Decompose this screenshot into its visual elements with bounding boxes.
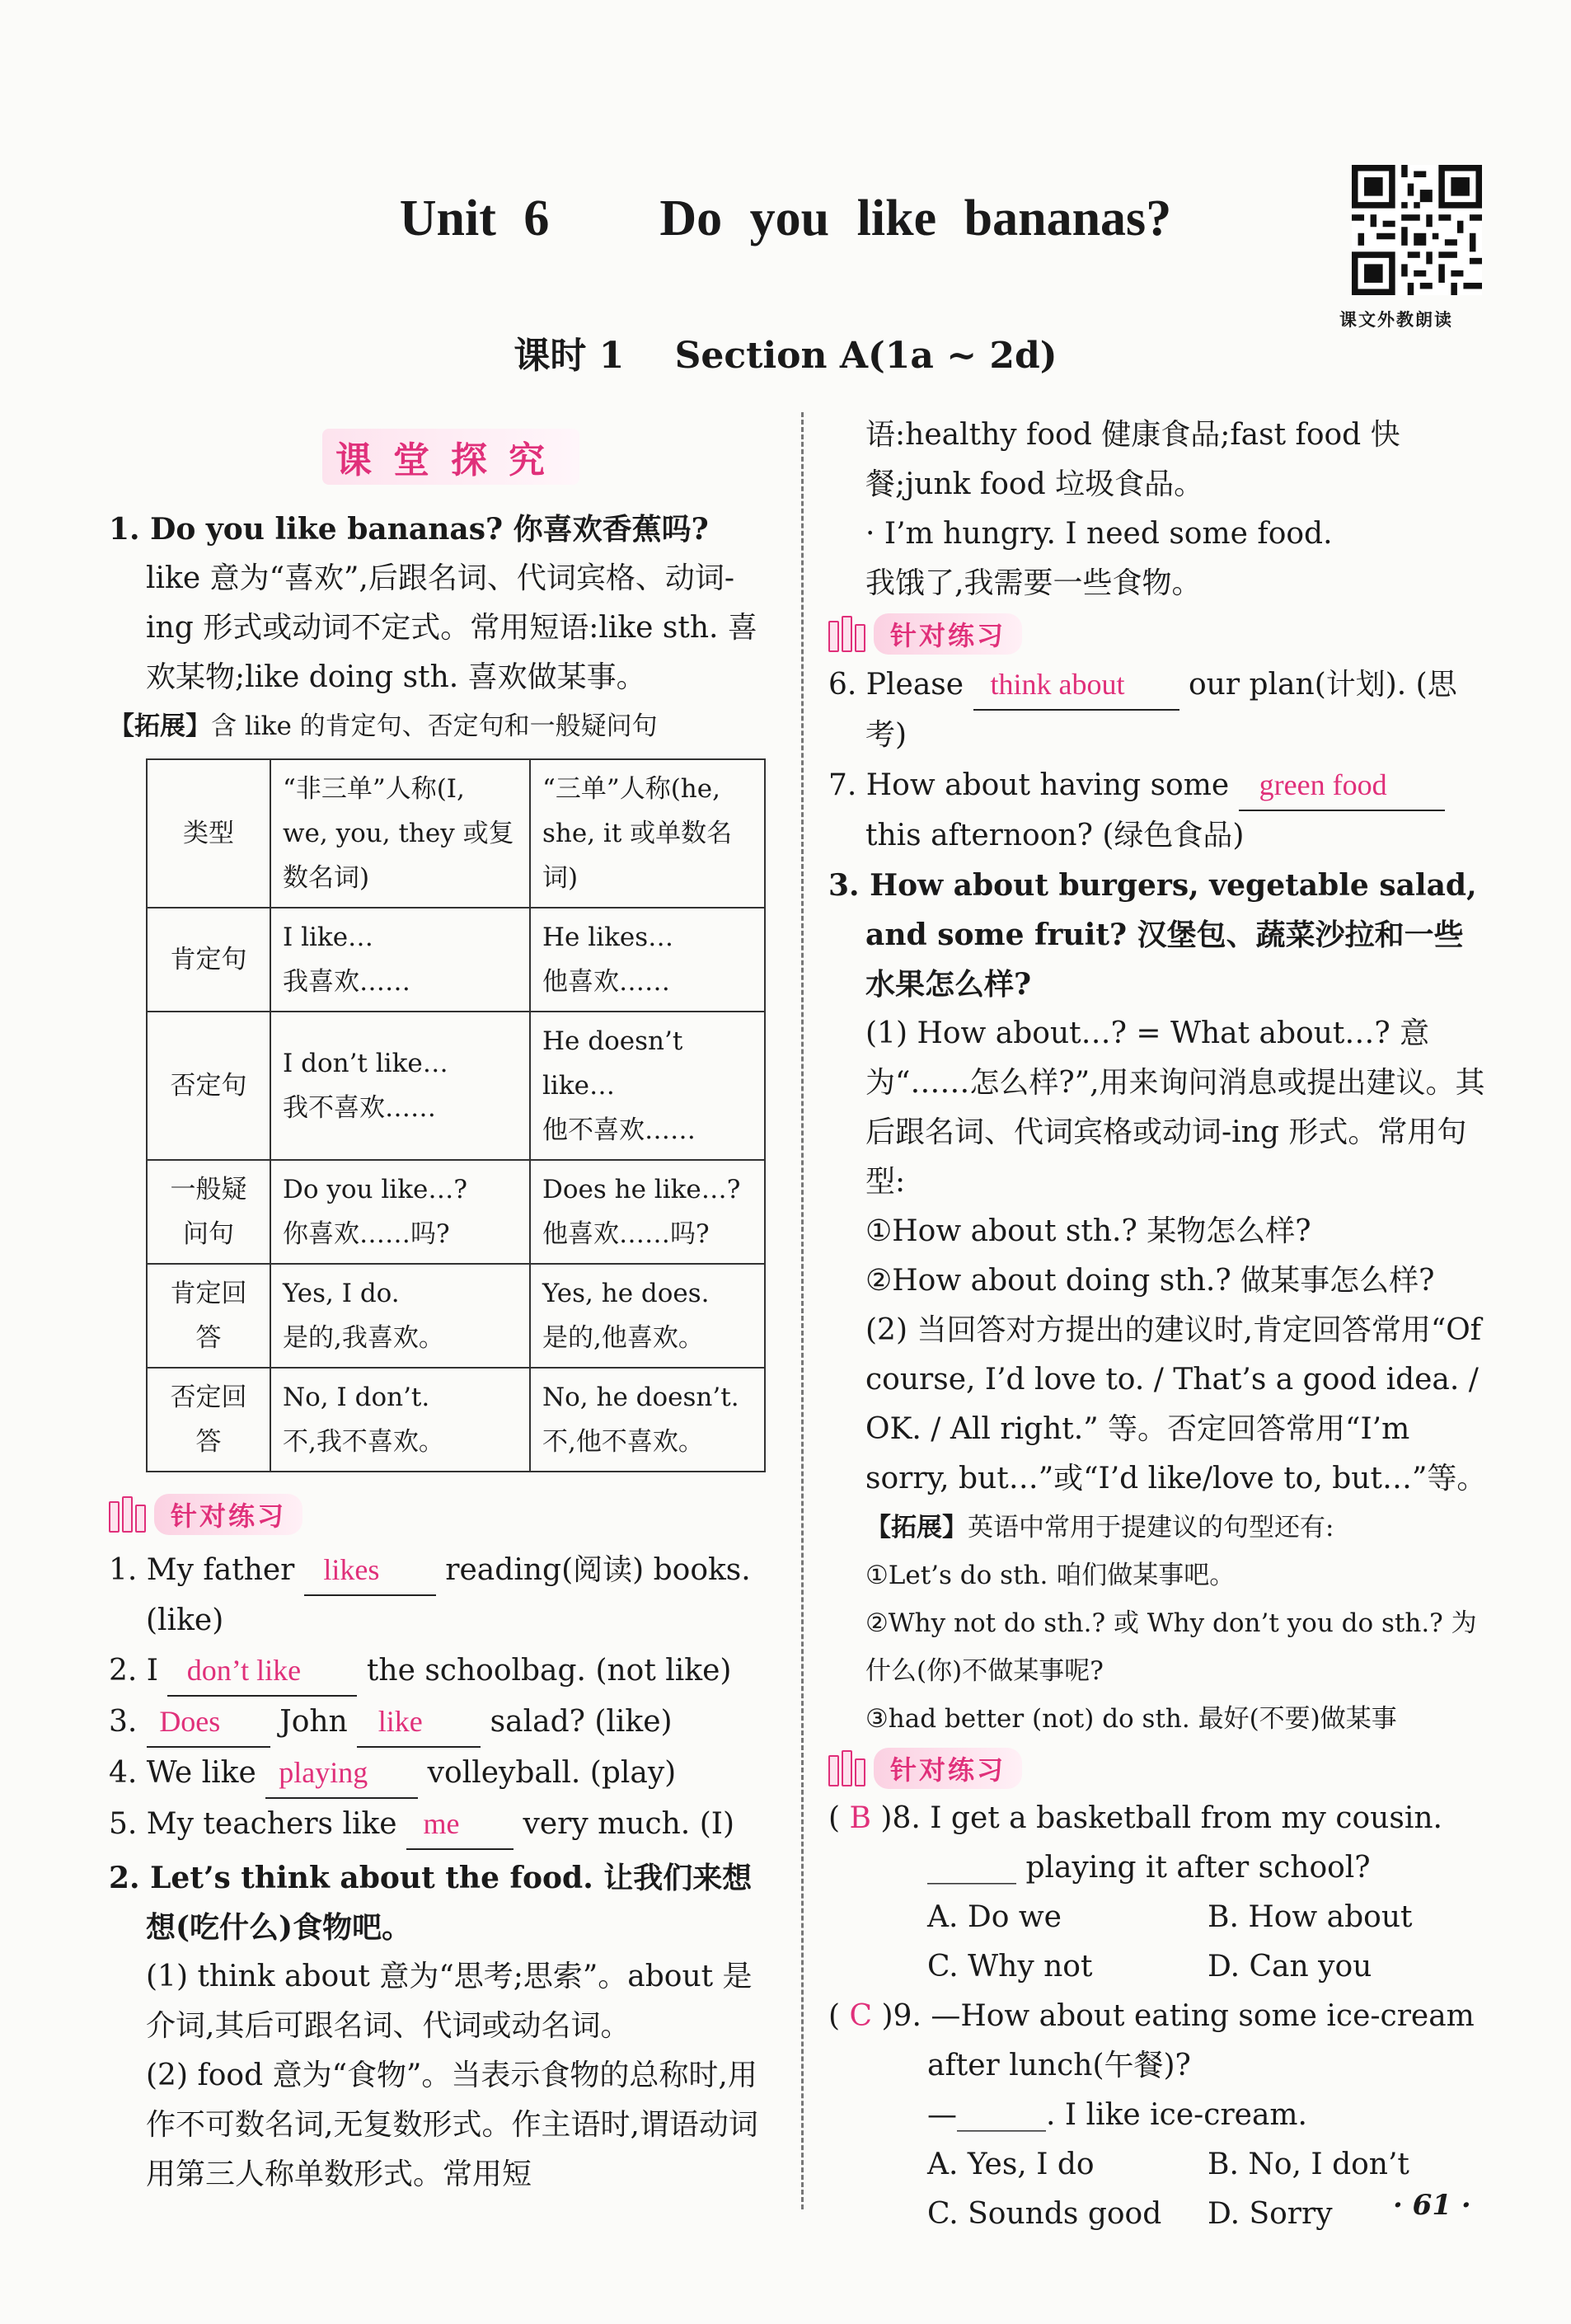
point-3-a: (1) How about…? = What about…? 意为“……怎么样?”,用来询问消息或提出建议。其后跟名词、代词宾格或动词-ing 形式。常用句型: xyxy=(865,1016,1485,1199)
table-row xyxy=(147,908,765,1012)
table-cell-type: 肯定句 xyxy=(147,908,270,1012)
table-cell-type: 否定句 xyxy=(147,1012,270,1160)
option-c[interactable]: C. Why not xyxy=(927,1950,1093,1984)
table-cell: Yes, he does. xyxy=(542,1279,710,1308)
exercise-text: the schoolbag. (not like) xyxy=(366,1654,732,1688)
extension-item: ②Why not do sth.? 或 Why don’t you do sth.? 为什么(你)不做某事呢? xyxy=(865,1608,1477,1686)
table-cell: No, he doesn’t. xyxy=(542,1383,739,1412)
option-d[interactable]: D. Can you xyxy=(1208,1950,1372,1984)
table-cell: He doesn’t like… xyxy=(542,1026,683,1101)
column-divider xyxy=(801,412,804,2209)
table-row xyxy=(147,1264,765,1368)
books-icon xyxy=(828,616,865,652)
option-c[interactable]: C. Sounds good xyxy=(927,2197,1162,2231)
exercise-4 xyxy=(109,1748,768,1799)
point-2-heading: 2. Let’s think about the food. 让我们来想想(吃什么)食物吧。 xyxy=(109,1861,753,1945)
practice-header xyxy=(109,1494,768,1535)
exercise-6 xyxy=(828,660,1488,760)
example-en: · I’m hungry. I need some food. xyxy=(865,517,1333,551)
table-cell: 他喜欢……吗? xyxy=(542,1219,710,1249)
exercise-text: our plan(计划). (思考) xyxy=(865,668,1457,752)
extension-note xyxy=(828,1504,1488,1552)
exercise-1 xyxy=(109,1545,768,1646)
extension-item: ③had better (not) do sth. 最好(不要)做某事 xyxy=(865,1704,1397,1734)
practice-label: 针对练习 xyxy=(874,613,1022,655)
point-1-body: like 意为“喜欢”,后跟名词、代词宾格、动词-ing 形式或动词不定式。常用短语:like sth. 喜欢某物;like doing sth. 喜欢做某事。 xyxy=(146,561,757,694)
right-column xyxy=(828,411,1488,2239)
table-header-cell: “三单”人称(he, she, it 或单数名词) xyxy=(530,759,765,908)
table-row xyxy=(147,1368,765,1472)
table-cell: 不,我不喜欢。 xyxy=(283,1427,444,1457)
unit-title: Unit 6 Do you like bananas? xyxy=(399,190,1172,246)
table-cell: 我喜欢…… xyxy=(283,967,410,997)
extension-text: 含 like 的肯定句、否定句和一般疑问句 xyxy=(211,711,658,741)
answer-blank[interactable]: playing xyxy=(265,1748,418,1799)
option-d[interactable]: D. Sorry xyxy=(1208,2197,1333,2231)
practice-label: 针对练习 xyxy=(154,1494,302,1535)
point-3-a1: ①How about sth.? 某物怎么样? xyxy=(865,1214,1311,1248)
exercise-text: 1. My father xyxy=(109,1553,295,1587)
options-row xyxy=(828,2190,1488,2239)
exercise-text: reading(阅读) books. (like) xyxy=(146,1553,751,1637)
answer-blank[interactable]: don’t like xyxy=(167,1646,357,1697)
point-2-b: (2) food 意为“食物”。当表示食物的总称时,用作不可数名词,无复数形式。作主语时,谓语动词用第三人称单数形式。常用短 xyxy=(146,2059,758,2191)
exercise-text: 6. Please xyxy=(828,668,964,702)
option-b[interactable]: B. No, I don’t xyxy=(1208,2148,1409,2181)
question-9: ( C )9. —How about eating some ice-cream after lunch(午餐)? xyxy=(828,1999,1475,2082)
exercise-text: this afternoon? (绿色食品) xyxy=(865,819,1245,852)
question-stem: )8. I get a basketball from my cousin. ______ playing it after school? xyxy=(880,1801,1442,1885)
exercise-7 xyxy=(828,760,1488,861)
point-3-heading: 3. How about burgers, vegetable salad, and some fruit? 汉堡包、蔬菜沙拉和一些水果怎么样? xyxy=(828,868,1477,1002)
example-zh: 我饿了,我需要一些食物。 xyxy=(865,566,1202,600)
exercise-text: volleyball. (play) xyxy=(427,1756,677,1790)
table-cell: No, I don’t. xyxy=(283,1383,430,1412)
table-cell: 他不喜欢…… xyxy=(542,1115,696,1145)
exercise-5 xyxy=(109,1799,768,1850)
table-cell: 是的,我喜欢。 xyxy=(283,1323,444,1353)
lesson-subtitle: 课时 1 Section A(1a ~ 2d) xyxy=(514,335,1057,377)
extension-text: 英语中常用于提建议的句型还有: xyxy=(968,1513,1334,1542)
table-header-cell: “非三单”人称(I, we, you, they 或复数名词) xyxy=(270,759,530,908)
page-number: · 61 · xyxy=(1393,2189,1471,2222)
table-cell: 他喜欢…… xyxy=(542,967,670,997)
extension-label: 【拓展】 xyxy=(865,1513,968,1542)
options-row xyxy=(828,2140,1488,2190)
answer-blank[interactable]: like xyxy=(357,1697,481,1748)
question-9-line2: —______. I like ice-cream. xyxy=(927,2098,1308,2132)
question-8: ( B )8. I get a basketball from my cousin. ______ playing it after school? xyxy=(828,1801,1442,1885)
point-2-a: (1) think about 意为“思考;思索”。about 是介词,其后可跟名词、代词或动名词。 xyxy=(146,1960,753,2043)
practice-header xyxy=(828,1748,1488,1789)
extension-item: ①Let’s do sth. 咱们做某事吧。 xyxy=(865,1561,1236,1590)
option-a[interactable]: A. Do we xyxy=(927,1900,1062,1934)
answer-blank[interactable]: think about xyxy=(973,660,1179,711)
table-cell: 是的,他喜欢。 xyxy=(542,1323,704,1353)
exercise-text: salad? (like) xyxy=(490,1705,673,1739)
table-cell: He likes… xyxy=(542,923,674,952)
option-b[interactable]: B. How about xyxy=(1208,1900,1413,1934)
practice-label: 针对练习 xyxy=(874,1748,1022,1789)
exercise-3 xyxy=(109,1697,768,1748)
qr-code[interactable] xyxy=(1352,165,1482,295)
books-icon xyxy=(828,1750,865,1786)
section-banner: 课堂探究 xyxy=(322,429,579,485)
point-3-a2: ②How about doing sth.? 做某事怎么样? xyxy=(865,1264,1435,1298)
table-cell: Does he like…? xyxy=(542,1175,741,1204)
option-a[interactable]: A. Yes, I do xyxy=(927,2148,1095,2181)
table-header-cell: 类型 xyxy=(147,759,270,908)
extension-note xyxy=(109,702,768,750)
books-icon xyxy=(109,1496,146,1533)
practice-header xyxy=(828,613,1488,655)
answer-choice[interactable]: B xyxy=(849,1801,871,1835)
grammar-table xyxy=(146,758,766,1472)
table-cell-type: 一般疑问句 xyxy=(147,1160,270,1264)
table-header-row xyxy=(147,759,765,908)
question-stem: )9. —How about eating some ice-cream after lunch(午餐)? xyxy=(881,1999,1475,2082)
table-cell: Yes, I do. xyxy=(283,1279,400,1308)
table-cell: 你喜欢……吗? xyxy=(283,1219,450,1249)
exercise-text: 4. We like xyxy=(109,1756,256,1790)
table-cell: 不,他不喜欢。 xyxy=(542,1427,704,1457)
point-1-heading: 1. Do you like bananas? 你喜欢香蕉吗? xyxy=(109,512,709,547)
answer-blank[interactable]: likes xyxy=(304,1545,436,1596)
exercise-text: 7. How about having some xyxy=(828,768,1230,802)
point-2-c: 语:healthy food 健康食品;fast food 快餐;junk food 垃圾食品。 xyxy=(865,418,1400,501)
answer-blank[interactable]: Does xyxy=(147,1697,270,1748)
exercise-text: very much. (I) xyxy=(523,1807,734,1841)
answer-blank[interactable]: me xyxy=(406,1799,514,1850)
options-row xyxy=(828,1893,1488,1942)
exercise-2 xyxy=(109,1646,768,1697)
table-cell: I like… xyxy=(283,923,374,952)
exercise-text: 5. My teachers like xyxy=(109,1807,397,1841)
table-row xyxy=(147,1012,765,1160)
exercise-text: 3. xyxy=(109,1705,138,1739)
point-3-b: (2) 当回答对方提出的建议时,肯定回答常用“Of course, I’d love to. / That’s a good idea. / OK. / All right.” 等。否定回答常用“I’m sorry, but…”或“I’d like/love to, but…”等。 xyxy=(865,1313,1487,1495)
table-cell-type: 肯定回答 xyxy=(147,1264,270,1368)
qr-caption: 课文外教朗读 xyxy=(1339,309,1453,330)
answer-choice[interactable]: C xyxy=(849,1999,873,2033)
options-row xyxy=(828,1942,1488,1992)
exercise-text: John xyxy=(279,1705,348,1739)
table-cell: Do you like…? xyxy=(283,1175,467,1204)
left-column xyxy=(109,429,768,2200)
extension-label: 【拓展】 xyxy=(109,711,211,741)
exercise-text: 2. I xyxy=(109,1654,159,1688)
table-cell-type: 否定回答 xyxy=(147,1368,270,1472)
table-cell: 我不喜欢…… xyxy=(283,1093,436,1123)
table-cell: I don’t like… xyxy=(283,1049,448,1078)
answer-blank[interactable]: green food xyxy=(1239,760,1445,811)
table-row xyxy=(147,1160,765,1264)
